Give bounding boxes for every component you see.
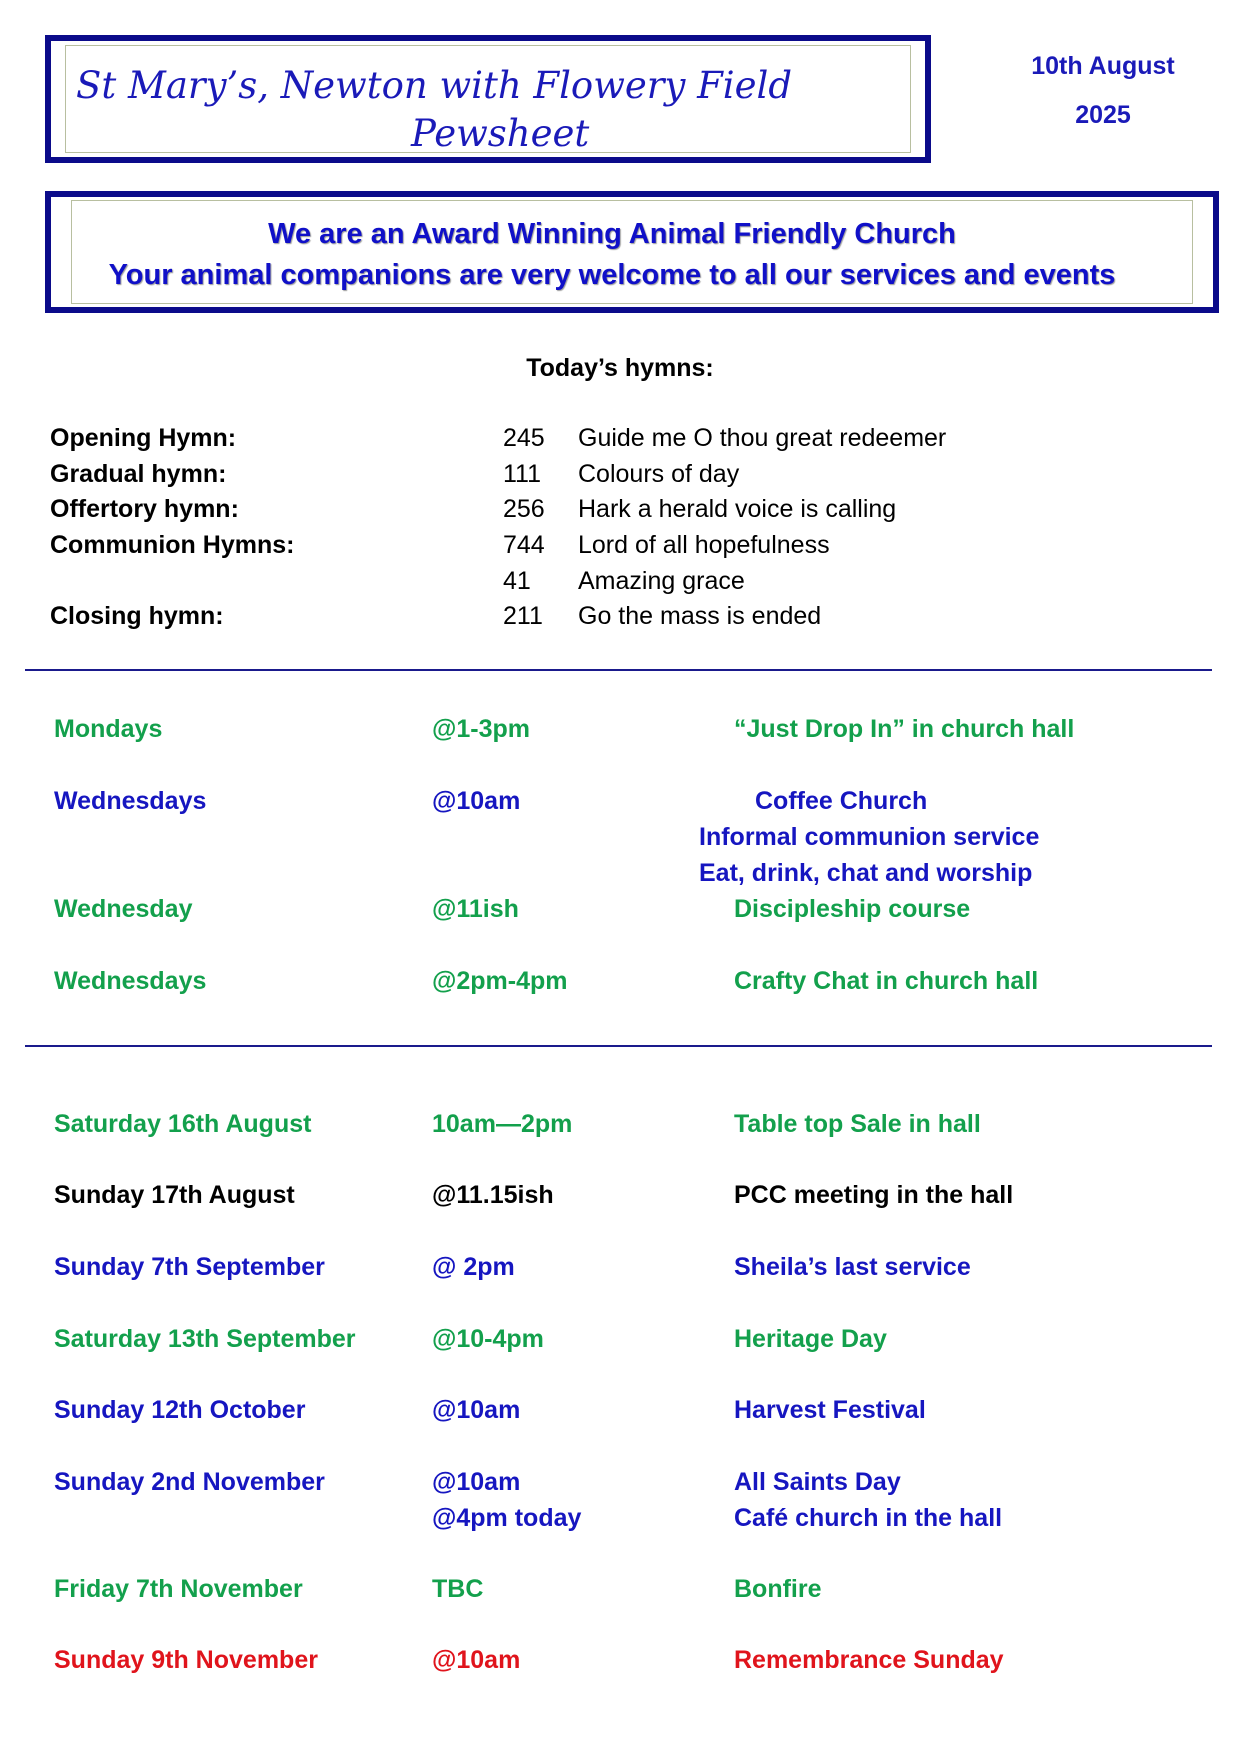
banner-line-award: We are an Award Winning Animal Friendly Church [268,218,956,250]
hymn-row [0,531,1240,567]
event-time: @2pm-4pm [432,967,568,995]
event-date: Sunday 7th September [54,1253,325,1281]
event-description: Eat, drink, chat and worship [699,859,1033,887]
section-divider [25,669,1212,671]
event-date: Sunday 17th August [54,1181,295,1209]
event-description: Coffee Church [755,787,928,815]
pewsheet-title: Pewsheet [411,112,590,155]
event-date: Friday 7th November [54,1575,303,1603]
date-year: 2025 [1075,101,1131,129]
event-description: All Saints Day [734,1468,901,1496]
hymn-number: 211 [503,602,543,630]
event-time: @ 2pm [432,1253,515,1281]
event-time: @10am [432,1468,521,1496]
church-name: St Mary’s, Newton with Flowery Field [76,64,793,107]
event-description: “Just Drop In” in church hall [734,715,1075,743]
hymn-row [0,495,1240,531]
event-description: Discipleship course [734,895,971,923]
event-time: @10-4pm [432,1325,544,1353]
event-day: Mondays [54,715,163,743]
hymn-label: Communion Hymns: [50,531,295,559]
hymn-number: 41 [503,567,531,595]
hymn-title: Guide me O thou great redeemer [578,424,947,452]
hymn-number: 744 [503,531,545,559]
title-box [45,35,931,163]
hymn-number: 111 [503,460,542,488]
banner-inner-frame [71,200,1193,304]
animal-friendly-banner [45,191,1219,313]
event-description: Bonfire [734,1575,822,1603]
event-description: Remembrance Sunday [734,1646,1004,1674]
event-description: Harvest Festival [734,1396,926,1424]
event-time: @10am [432,1396,521,1424]
event-day: Wednesdays [54,967,207,995]
event-time: @11ish [432,895,519,923]
hymn-number: 245 [503,424,545,452]
hymn-row [0,567,1240,603]
hymn-row [0,602,1240,638]
section-divider [25,1045,1212,1047]
event-description: PCC meeting in the hall [734,1181,1014,1209]
event-time: 10am—2pm [432,1110,573,1138]
hymn-number: 256 [503,495,545,523]
hymn-title: Hark a herald voice is calling [578,495,897,523]
event-time: @1-3pm [432,715,531,743]
hymn-title: Colours of day [578,460,740,488]
event-description: Sheila’s last service [734,1253,971,1281]
banner-line-welcome: Your animal companions are very welcome to all our services and events [108,259,1116,291]
event-description: Table top Sale in hall [734,1110,981,1138]
hymn-title: Go the mass is ended [578,602,822,630]
hymn-label: Gradual hymn: [50,460,227,488]
event-day: Wednesday [54,895,193,923]
hymn-title: Amazing grace [578,567,745,595]
hymn-row [0,424,1240,460]
title-inner-frame [65,45,911,153]
event-time: @4pm today [432,1504,582,1532]
event-date: Sunday 12th October [54,1396,306,1424]
hymn-title: Lord of all hopefulness [578,531,830,559]
event-time: @10am [432,787,521,815]
hymn-label: Offertory hymn: [50,495,239,523]
event-time: @11.15ish [432,1181,554,1209]
event-description: Heritage Day [734,1325,887,1353]
hymn-label: Opening Hymn: [50,424,237,452]
hymn-row [0,460,1240,496]
event-time: @10am [432,1646,521,1674]
event-day: Wednesdays [54,787,207,815]
event-description: Informal communion service [699,823,1040,851]
event-date: Sunday 9th November [54,1646,318,1674]
hymns-heading: Today’s hymns: [526,354,714,382]
event-date: Saturday 13th September [54,1325,356,1353]
event-date: Saturday 16th August [54,1110,312,1138]
date-day-month: 10th August [1031,52,1175,80]
event-time: TBC [432,1575,484,1603]
event-date: Sunday 2nd November [54,1468,325,1496]
hymn-label: Closing hymn: [50,602,224,630]
event-description: Crafty Chat in church hall [734,967,1039,995]
event-description: Café church in the hall [734,1504,1003,1532]
